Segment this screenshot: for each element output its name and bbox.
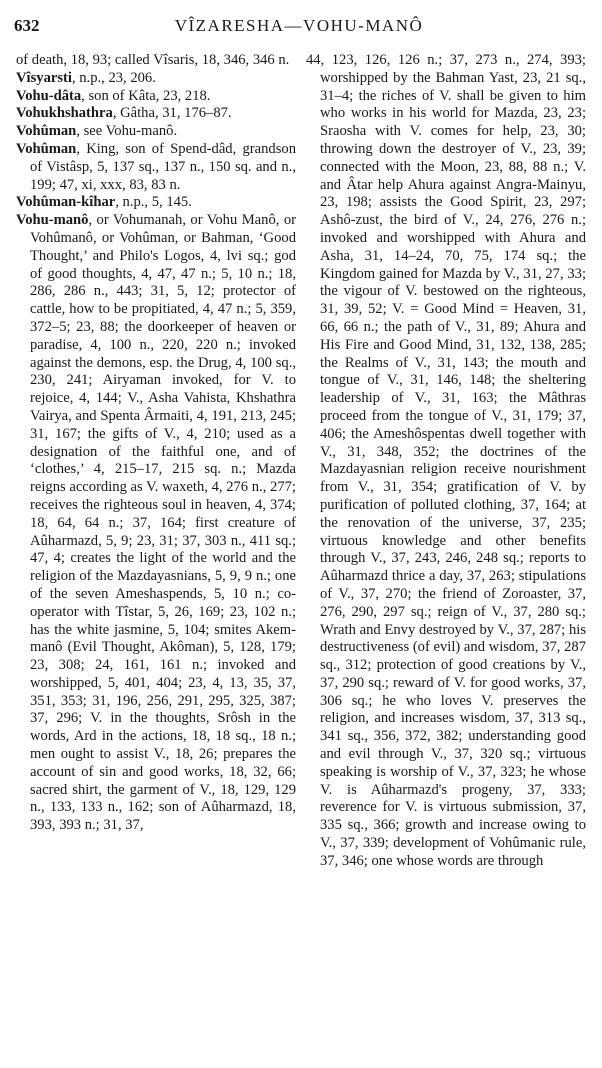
left-column	[16, 52, 296, 835]
entry-text: , Gâtha, 31, 176–87.	[112, 105, 232, 122]
index-entry	[306, 52, 586, 871]
entry-text: , King, son of Spend-dâd, grandson of Vistâsp, 5, 137 sq., 137 n., 150 sq. and n., 199; 47, xi, xxx, 83, 83 n.	[30, 140, 296, 193]
index-entry	[16, 52, 296, 70]
entry-text: , n.p., 23, 206.	[71, 69, 156, 86]
index-entry	[16, 105, 296, 123]
entry-text: , see Vohu-manô.	[76, 123, 178, 140]
entry-text: 44, 123, 126, 126 n.; 37, 273 n., 274, 393; worshipped by the Bahman Yast, 23, 21 sq., 31–4; the riches of V. shall be given to him who works in his world for Mazda, 23, 23; Sraosha with V. comes for help, 23, 30; throwing down the destroyer of V., 23, 39; connected with the Moon, 23, 88, 88 n.; V. and Âtar help Ahura against Angra-Mainyu, 23, 198; assists the Good Spirit, 23, 297; Ashô-zust, the bird of V., 24, 276, 276 n.; invoked and worshipped with Ahura and Asha, 31, 14–24, 70, 75, 174 sq.; the Kingdom gained for Mazda by V., 31, 27, 33; the vigour of V. bestowed on the righteous, 31, 39, 52; V. = Good Mind = Heaven, 31, 66, 66 n.; the path of V., 31, 89; Ahura and His Fire and Good Mind, 31, 132, 138, 285; the Realms of V., 31, 143; the mouth and tongue of V., 31, 146, 148; the sheltering leadership of V., 31, 163; the Mâthras proceed from the tongue of V., 31, 179; 37, 406; the Ameshôspentas dwell together with V., 31, 348, 352; the doctrines of the Mazdayasnian religion receive nourishment from V., 31, 354; gratification of V. by purification of polluted clothing, 37, 164; at the renovation of the universe, 37, 235; virtuous knowledge and other benefits through V., 37, 243, 246, 248 sq.; reports to Aûharmazd thrice a day, 37, 263; stipulations of V., 37, 270; the friend of Zoroaster, 37, 276, 290, 297 sq.; reign of V., 37, 280 sq.; Wrath and Envy destroyed by V., 37, 287; his destructiveness (of evil) and wisdom, 37, 287 sq., 312; protection of good creations by V., 37, 290 sq.; reward of V. for good works, 37, 306 sq.; he who loves V. preserves the religion, and increases wisdom, 37, 313 sq., 341 sq., 356, 372, 382; understanding good and evil through V., 37, 320 sq.; virtuous speaking is worship of V., 37, 323; he whose V. is Aûharmazd's progeny, 37, 333; reverence for V. is virtuous submission, 37, 335 sq., 366; growth and increase owing to V., 37, 339; development of Vohûmanic rule, 37, 346; one whose words are through	[306, 52, 586, 869]
running-title: VÎZARESHA—VOHU-MANÔ	[174, 16, 424, 35]
index-entry	[16, 123, 296, 141]
index-entry	[16, 194, 296, 212]
index-entry	[16, 212, 296, 835]
entry-text: , n.p., 5, 145.	[115, 194, 192, 211]
entry-headword: Vohûman-kîhar	[16, 194, 116, 211]
index-entry	[16, 70, 296, 88]
entry-headword: Vîsyarsti	[16, 69, 72, 86]
index-entry	[16, 88, 296, 106]
running-header	[14, 16, 584, 40]
entry-headword: Vohûman	[16, 123, 77, 140]
right-column	[306, 52, 586, 871]
entry-text: , or Vohumanah, or Vohu Manô, or Vohûmanô, or Vohûman, or Bahman, ‘Good Thought,’ and Philo's Logos, 4, lvi sq.; god of good thoughts, 4, 47, 47 n.; 5, 10 n.; 18, 286, 286 n., 443; 31, 5, 12; protector of cattle, how to be propitiated, 4, 47 n.; 5, 359, 372–5; 23, 88; the doorkeeper of heaven or paradise, 4, 100 n., 220, 220 n.; invoked against the demons, esp. the Drug, 4, 100 sq., 230, 241; Airyaman invoked, for V. to rejoice, 4, 144; V., Asha Vahista, Khshathra Vairya, and Spenta Ârmaiti, 4, 191, 213, 245; 31, 167; the gifts of V., 4, 210; used as a designation of the faithful one, and of ‘clothes,’ 4, 215–17, 215 sq. n.; Mazda reigns according as V. waxeth, 4, 276 n., 277; receives the righteous soul in heaven, 4, 374; 18, 64, 64 n.; 37, 164; first creature of Aûharmazd, 5, 9; 23, 31; 37, 303 n., 411 sq.; 47, 4; creates the light of the world and the religion of the Mazdayasnians, 5, 9, 9 n.; one of the seven Ameshaspends, 5, 10 n.; co-operator with Tîstar, 5, 26, 169; 23, 102 n.; has the white jasmine, 5, 104; smites Akem-manô (Evil Thought, Akôman), 5, 128, 179; 23, 308; 24, 161, 161 n.; invoked and worshipped, 5, 401, 404; 23, 4, 13, 35, 37, 351, 353; 31, 196, 256, 291, 295, 325, 387; 37, 296; V. in the thoughts, Srôsh in the words, Ard in the actions, 18, 18 sq., 18 n.; men ought to assist V., 18, 26; prepares the account of sin and good works, 18, 32, 66; sacred shirt, the garment of V., 18, 129, 129 n., 133, 133 n., 162; son of Aûharmazd, 18, 393, 393 n.; 31, 37,	[30, 212, 296, 834]
entry-headword: Vohu-dâta	[16, 87, 82, 104]
entry-text: , son of Kâta, 23, 218.	[81, 87, 211, 104]
index-entry	[16, 141, 296, 194]
page-number: 632	[14, 16, 40, 35]
entry-headword: Vohu-manô	[16, 212, 89, 229]
entry-headword: Vohukhshathra	[16, 105, 113, 122]
entry-headword: Vohûman	[16, 140, 77, 157]
entry-text: of death, 18, 93; called Vîsaris, 18, 346, 346 n.	[16, 52, 290, 68]
